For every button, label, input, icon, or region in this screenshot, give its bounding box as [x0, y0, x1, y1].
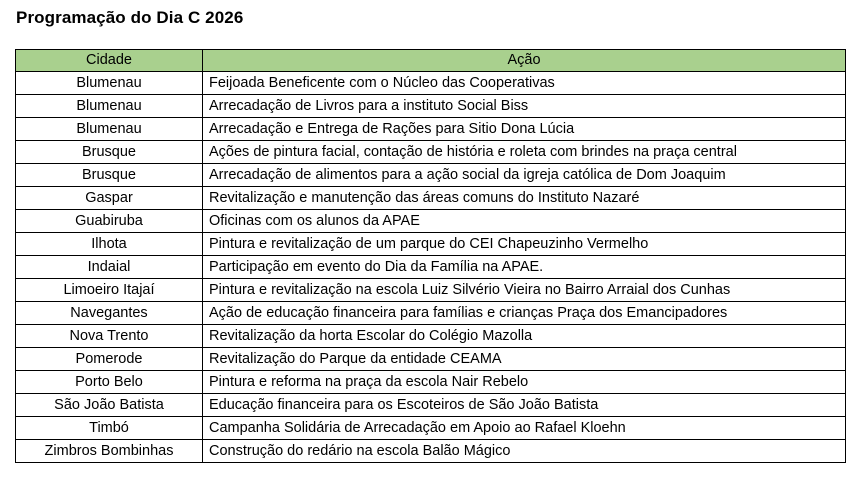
city-cell: Porto Belo: [16, 371, 203, 394]
city-cell: Timbó: [16, 417, 203, 440]
city-cell: Guabiruba: [16, 210, 203, 233]
city-cell: Blumenau: [16, 72, 203, 95]
page-title: Programação do Dia C 2026: [16, 8, 244, 27]
action-cell: Pintura e revitalização de um parque do CEI Chapeuzinho Vermelho: [203, 233, 846, 256]
action-cell: Educação financeira para os Escoteiros de São João Batista: [203, 394, 846, 417]
table-row: [16, 394, 846, 417]
action-cell: Ações de pintura facial, contação de história e roleta com brindes na praça central: [203, 141, 846, 164]
action-cell: Campanha Solidária de Arrecadação em Apoio ao Rafael Kloehn: [203, 417, 846, 440]
city-cell: Blumenau: [16, 95, 203, 118]
table-row: [16, 95, 846, 118]
city-cell: Navegantes: [16, 302, 203, 325]
table-row: [16, 187, 846, 210]
table-row: [16, 164, 846, 187]
table-row: [16, 348, 846, 371]
action-cell: Ação de educação financeira para famílias e crianças Praça dos Emancipadores: [203, 302, 846, 325]
action-cell: Feijoada Beneficente com o Núcleo das Cooperativas: [203, 72, 846, 95]
table-row: [16, 118, 846, 141]
action-cell: Participação em evento do Dia da Família na APAE.: [203, 256, 846, 279]
table-row: [16, 440, 846, 463]
header-city: Cidade: [16, 50, 203, 72]
city-cell: Brusque: [16, 141, 203, 164]
action-cell: Pintura e revitalização na escola Luiz Silvério Vieira no Bairro Arraial dos Cunhas: [203, 279, 846, 302]
city-cell: Brusque: [16, 164, 203, 187]
action-cell: Construção do redário na escola Balão Mágico: [203, 440, 846, 463]
table-body: [16, 72, 846, 463]
action-cell: Pintura e reforma na praça da escola Nair Rebelo: [203, 371, 846, 394]
action-cell: Arrecadação de Livros para a instituto Social Biss: [203, 95, 846, 118]
table-row: [16, 302, 846, 325]
city-cell: Nova Trento: [16, 325, 203, 348]
city-cell: Gaspar: [16, 187, 203, 210]
city-cell: Pomerode: [16, 348, 203, 371]
table-row: [16, 256, 846, 279]
table-row: [16, 210, 846, 233]
table-row: [16, 279, 846, 302]
table-row: [16, 72, 846, 95]
table-header-row: [16, 50, 846, 72]
action-cell: Arrecadação de alimentos para a ação social da igreja católica de Dom Joaquim: [203, 164, 846, 187]
table-row: [16, 371, 846, 394]
header-action: Ação: [203, 50, 846, 72]
city-cell: Blumenau: [16, 118, 203, 141]
city-cell: Limoeiro Itajaí: [16, 279, 203, 302]
city-cell: Indaial: [16, 256, 203, 279]
city-cell: São João Batista: [16, 394, 203, 417]
action-cell: Revitalização da horta Escolar do Colégio Mazolla: [203, 325, 846, 348]
table-row: [16, 141, 846, 164]
action-cell: Oficinas com os alunos da APAE: [203, 210, 846, 233]
table-row: [16, 233, 846, 256]
action-cell: Revitalização do Parque da entidade CEAMA: [203, 348, 846, 371]
action-cell: Revitalização e manutenção das áreas comuns do Instituto Nazaré: [203, 187, 846, 210]
action-cell: Arrecadação e Entrega de Rações para Sitio Dona Lúcia: [203, 118, 846, 141]
table-row: [16, 417, 846, 440]
table-row: [16, 325, 846, 348]
city-cell: Ilhota: [16, 233, 203, 256]
schedule-table: [15, 49, 846, 463]
city-cell: Zimbros Bombinhas: [16, 440, 203, 463]
